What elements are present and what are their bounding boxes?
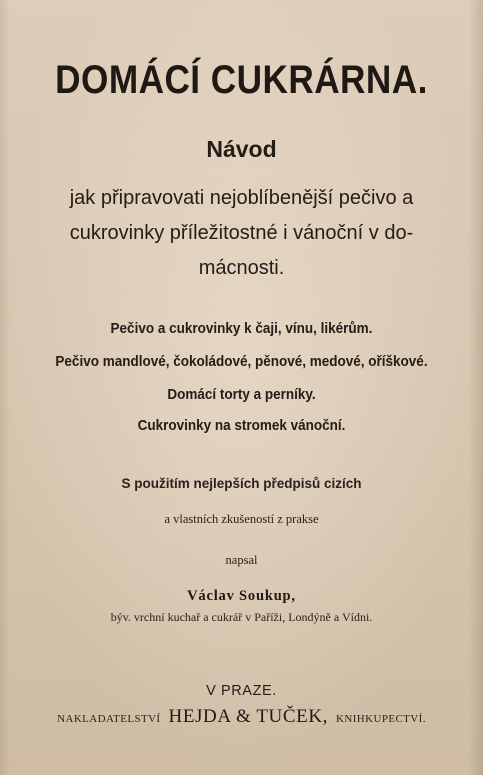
wrote-label: napsal (225, 553, 258, 567)
page-left-shadow (0, 0, 10, 775)
publisher-imprint (0, 706, 483, 728)
sources-line-2: a vlastních zkušeností z prakse (164, 512, 319, 526)
author-name: Václav Soukup, (187, 588, 296, 604)
contents-line-4: Cukrovinky na stromek vánoční. (137, 417, 346, 434)
publication-place: V PRAZE. (206, 683, 277, 699)
book-title: DOMÁCÍ CUKRÁRNA. (55, 58, 428, 102)
subtitle-line-3: mácnosti. (198, 257, 285, 279)
contents-line-3: Domácí torty a perníky. (167, 386, 316, 403)
subtitle-line-2: cukrovinky příležitostné i vánoční v do- (69, 222, 414, 244)
sources-line-1: S použitím nejlepších předpisů cizích (121, 476, 362, 491)
publisher-name: HEJDA & TUČEK, (168, 706, 329, 727)
contents-line-1: Pečivo a cukrovinky k čaji, vínu, likérům. (110, 320, 373, 337)
page-edge-shadow (469, 0, 483, 775)
subtitle-heading: Návod (206, 136, 277, 162)
author-description: býv. vrchní kuchař a cukrář v Paříži, Londýně a Vídni. (110, 610, 373, 624)
subtitle-line-1: jak připravovati nejoblíbenější pečivo a (69, 187, 414, 209)
publisher-prefix: NAKLADATELSTVÍ (57, 713, 161, 725)
contents-line-2: Pečivo mandlové, čokoládové, pěnové, medové, oříškové. (55, 353, 428, 370)
publisher-suffix: KNIHKUPECTVÍ. (336, 713, 426, 725)
